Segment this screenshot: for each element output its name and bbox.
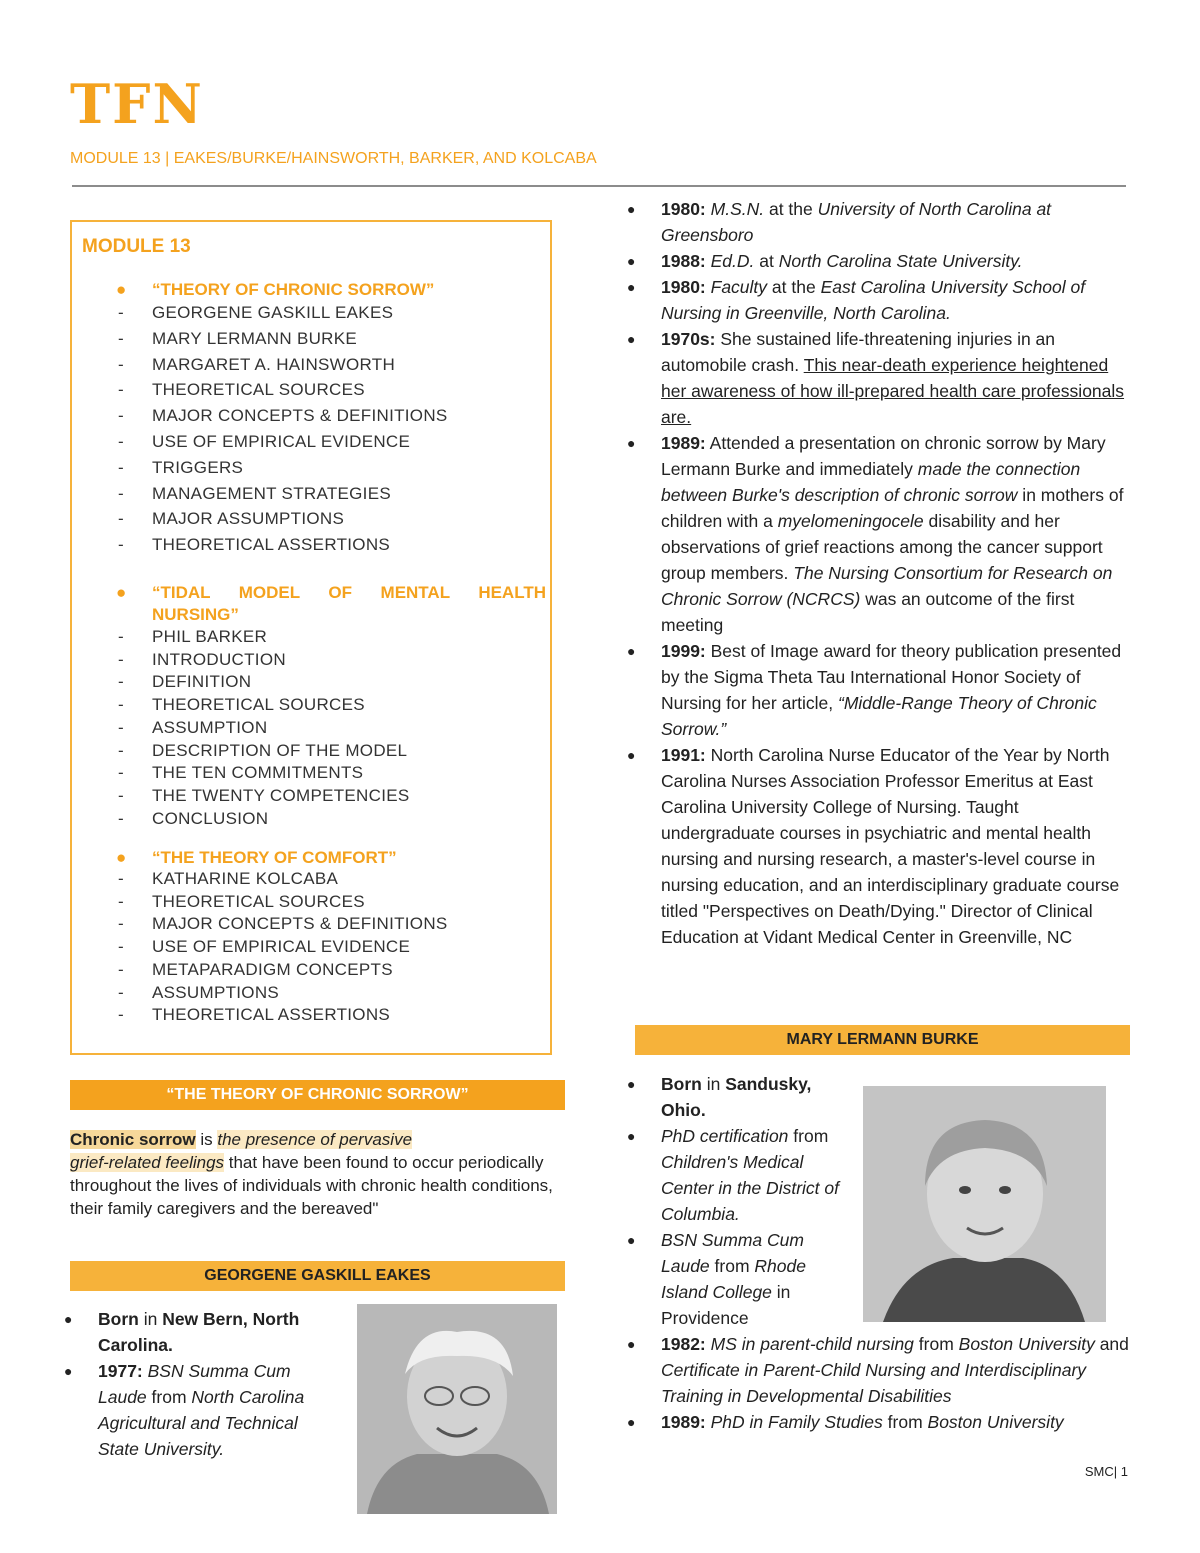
outline-heading: ● “THEORY OF CHRONIC SORROW”: [116, 280, 435, 299]
outline-item: - USE OF EMPIRICAL EVIDENCE: [118, 431, 411, 451]
outline-item: - MAJOR CONCEPTS & DEFINITIONS: [118, 914, 448, 934]
outline-item: - DEFINITION: [118, 672, 252, 692]
page-footer: SMC| 1: [1084, 1464, 1128, 1479]
list-item: ● 1999: Best of Image award for theory publication presented by the Sigma Theta Tau International Honor Society of Nursing for her article, “Middle-Range Theory of Chronic Sorrow.”: [627, 641, 1122, 739]
eakes-banner: GEORGENE GASKILL EAKES: [70, 1261, 565, 1291]
outline-item: - MARY LERMANN BURKE: [118, 328, 358, 348]
outline-item: - USE OF EMPIRICAL EVIDENCE: [118, 937, 411, 957]
outline-item: - DESCRIPTION OF THE MODEL: [118, 740, 408, 760]
list-item: ● 1988: Ed.D. at North Carolina State University.: [627, 251, 1023, 271]
outline-section-chronic-sorrow: [116, 280, 546, 558]
outline-item: - ASSUMPTIONS: [118, 982, 280, 1002]
chronic-sorrow-banner: “THE THEORY OF CHRONIC SORROW”: [70, 1080, 565, 1110]
list-item: ● 1982: MS in parent-child nursing from Boston University and Certificate in Parent-Child Nursing and Interdisciplinary Training in Developmental Disabilities: [627, 1334, 1129, 1406]
eakes-photo: [357, 1304, 557, 1514]
outline-item: - THEORETICAL SOURCES: [118, 891, 365, 911]
outline-item: - TRIGGERS: [118, 457, 244, 477]
outline-item: - THEORETICAL ASSERTIONS: [118, 1005, 391, 1025]
list-item: ● PhD certification from Children's Medical Center in the District of Columbia.: [627, 1126, 839, 1224]
outline-item: - MAJOR ASSUMPTIONS: [118, 509, 345, 529]
list-item: ● 1991: North Carolina Nurse Educator of the Year by North Carolina Nurses Association Professor Emeritus at East Carolina University College of Nursing. Taught undergraduate courses in psychiatric and mental health nursing and nursing research, a master's-level course in nursing education, and an interdisciplinary graduate course titled "Perspectives on Death/Dying." Director of Clinical Education at Vidant Medical Center in Greenville, NC: [627, 745, 1120, 947]
list-item: ● 1989: PhD in Family Studies from Boston University: [627, 1412, 1064, 1432]
list-item: ● Born in New Bern, North Carolina.: [64, 1309, 300, 1355]
burke-banner: MARY LERMANN BURKE: [635, 1025, 1130, 1055]
outline-item: - THEORETICAL SOURCES: [118, 380, 365, 400]
list-item: ● 1970s: She sustained life-threatening injuries in an automobile crash. This near-death experience heightened her awareness of how ill-prepared health care professionals are.: [627, 329, 1125, 427]
outline-item: - GEORGENE GASKILL EAKES: [118, 303, 394, 322]
outline-item: - KATHARINE KOLCABA: [118, 869, 339, 888]
outline-item: - MAJOR CONCEPTS & DEFINITIONS: [118, 406, 448, 426]
list-item: ● 1980: Faculty at the East Carolina University School of Nursing in Greenville, North Carolina.: [627, 277, 1086, 323]
list-item: ● 1980: M.S.N. at the University of North Carolina at Greensboro: [627, 199, 1052, 245]
outline-item: - CONCLUSION: [118, 808, 269, 828]
outline-item: - THE TEN COMMITMENTS: [118, 763, 364, 783]
list-item: ● Born in Sandusky, Ohio.: [627, 1074, 812, 1120]
header-divider: [72, 185, 1126, 187]
outline-item: - METAPARADIGM CONCEPTS: [118, 959, 393, 979]
module-outline-box: [70, 220, 552, 1055]
eakes-bio-list: [62, 1306, 338, 1462]
outline-item: - THE TWENTY COMPETENCIES: [118, 785, 410, 805]
burke-degrees-list: [625, 1331, 1140, 1435]
chronic-sorrow-definition: Chronic sorrow is the presence of pervasive grief-related feelings that have been found to occur periodically throughout the lives of individuals with chronic health conditions, their family caregivers and the bereaved": [70, 1130, 553, 1218]
outline-item: - INTRODUCTION: [118, 649, 286, 669]
list-item: ● 1989: Attended a presentation on chronic sorrow by Mary Lermann Burke and immediately made the connection between Burke's description of chronic sorrow in mothers of children with a myelomeningocele disability and her observations of grief reactions among the cancer support group members. The Nursing Consortium for Research on Chronic Sorrow (NCRCS) was an outcome of the first meeting: [627, 433, 1124, 635]
outline-section-comfort: [116, 848, 546, 1027]
outline-item: - PHIL BARKER: [118, 627, 268, 646]
outline-item: - MANAGEMENT STRATEGIES: [118, 483, 391, 503]
outline-heading: ● “TIDAL MODEL OF MENTAL HEALTH NURSING”: [116, 583, 546, 624]
outline-item: - THEORETICAL ASSERTIONS: [118, 535, 391, 555]
list-item: ● BSN Summa Cum Laude from Rhode Island College in Providence: [627, 1230, 806, 1328]
list-item: ● 1977: BSN Summa Cum Laude from North Carolina Agricultural and Technical State University.: [64, 1361, 305, 1459]
module-outline-title: MODULE 13: [82, 236, 191, 257]
burke-bio-list: [625, 1071, 855, 1331]
eakes-timeline-list: [625, 196, 1130, 950]
outline-item: - ASSUMPTION: [118, 717, 268, 737]
outline-item: - THEORETICAL SOURCES: [118, 695, 365, 715]
outline-heading: ● “THE THEORY OF COMFORT”: [116, 848, 397, 867]
burke-photo: [863, 1086, 1106, 1322]
page-subtitle: MODULE 13 | EAKES/BURKE/HAINSWORTH, BARKER, AND KOLCABA: [70, 150, 597, 167]
logo: TFN: [70, 72, 204, 136]
outline-section-tidal-model: [116, 582, 546, 830]
outline-item: - MARGARET A. HAINSWORTH: [118, 354, 396, 374]
